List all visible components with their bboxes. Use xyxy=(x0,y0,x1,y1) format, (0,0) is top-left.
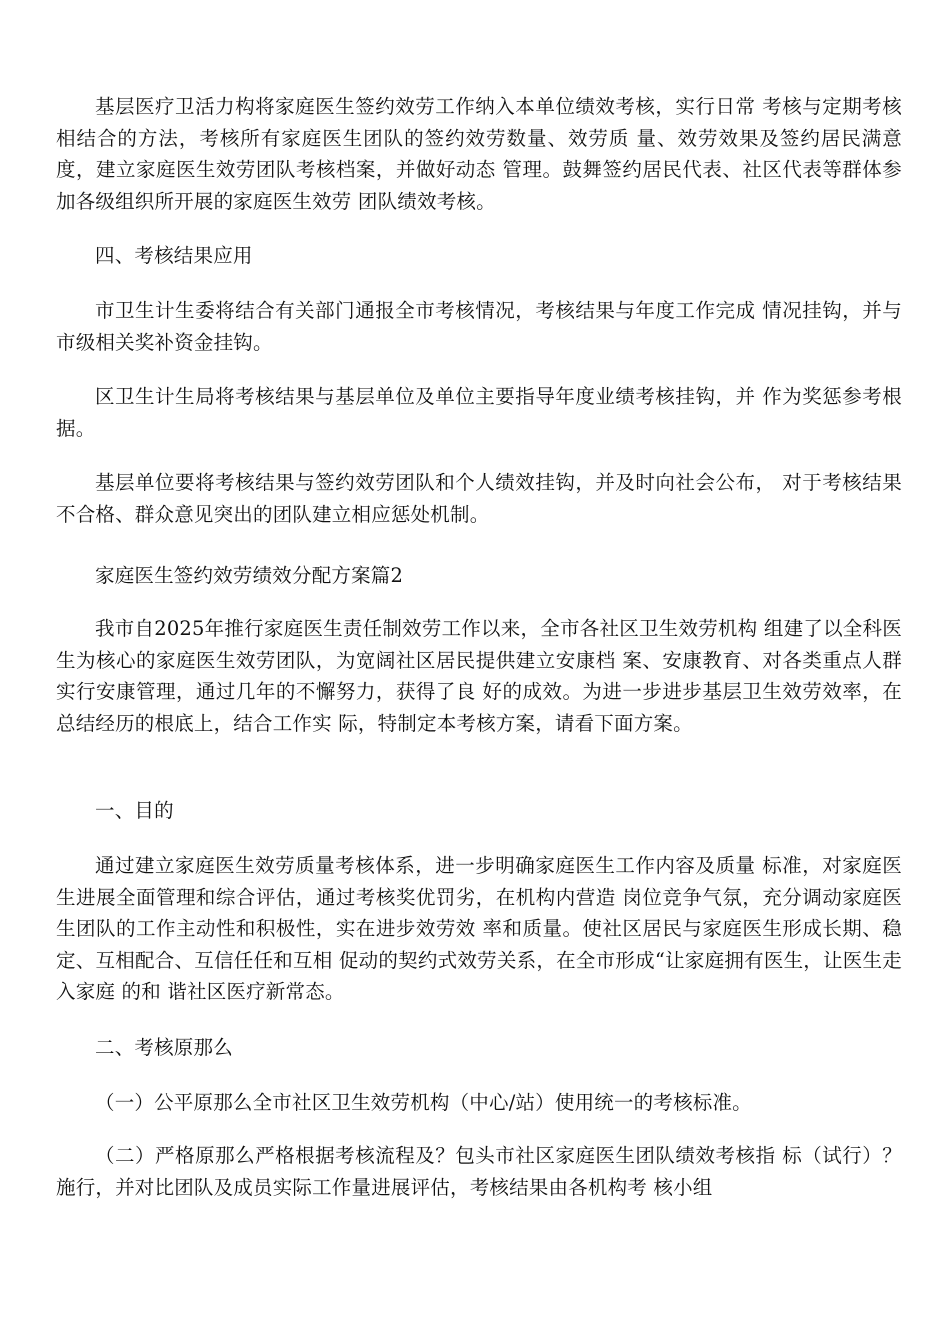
paragraph-city-commission: 市卫生计生委将结合有关部门通报全市考核情况，考核结果与年度工作完成 情况挂钩，并与市级相关奖补资金挂钩。 xyxy=(56,299,902,354)
paragraph-team-performance-assessment: 基层医疗卫活力构将家庭医生签约效劳工作纳入本单位绩效考核，实行日常 考核与定期考核相结合的方法，考核所有家庭医生团队的签约效劳数量、效劳质 量、效劳效果及签约居民满意度，建立家庭医生效劳团队考核档案，并做好动态 管理。鼓舞签约居民代表、社区代表等群体参加各级组织所开展的家庭医生效劳 团队绩效考核。 xyxy=(56,95,902,213)
section-heading-purpose: 一、目的 xyxy=(95,799,174,822)
section-heading-principles: 二、考核原那么 xyxy=(95,1036,233,1059)
paragraph-introduction: 我市自2025年推行家庭医生责任制效劳工作以来，全市各社区卫生效劳机构 组建了以全科医生为核心的家庭医生效劳团队，为宽阔社区居民提供建立安康档 案、安康教育、对各类重点人群实行安康管理，通过几年的不懈努力，获得了良 好的成效。为进一步进步基层卫生效劳效率，在总结经历的根底上，结合工作实 际，特制定本考核方案，请看下面方案。 xyxy=(56,617,902,735)
paragraph-fairness-principle: （一）公平原那么全市社区卫生效劳机构（中心/站）使用统一的考核标准。 xyxy=(95,1091,752,1114)
paragraph-strictness-principle: （二）严格原那么严格根据考核流程及？包头市社区家庭医生团队绩效考核指 标（试行）？施行，并对比团队及成员实际工作量进展评估，考核结果由各机构考 核小组 xyxy=(56,1144,902,1199)
article-title-part-2: 家庭医生签约效劳绩效分配方案篇2 xyxy=(95,564,404,587)
paragraph-purpose-body: 通过建立家庭医生效劳质量考核体系，进一步明确家庭医生工作内容及质量 标准，对家庭医生进展全面管理和综合评估，通过考核奖优罚劣，在机构内营造 岗位竞争气氛，充分调动家庭医生团队的工作主动性和积极性，实在进步效劳效 率和质量。使社区居民与家庭医生形成长期、稳定、互相配合、互信任任和互相 促动的契约式效劳关系，在全市形成“让家庭拥有医生，让医生走入家庭 的和 谐社区医疗新常态。 xyxy=(56,854,902,1004)
section-heading-result-application: 四、考核结果应用 xyxy=(95,244,253,267)
paragraph-district-bureau: 区卫生计生局将考核结果与基层单位及单位主要指导年度业绩考核挂钩，并 作为奖惩参考根据。 xyxy=(56,385,902,440)
paragraph-grassroots-units: 基层单位要将考核结果与签约效劳团队和个人绩效挂钩，并及时向社会公布， 对于考核结果不合格、群众意见突出的团队建立相应惩处机制。 xyxy=(56,471,902,526)
